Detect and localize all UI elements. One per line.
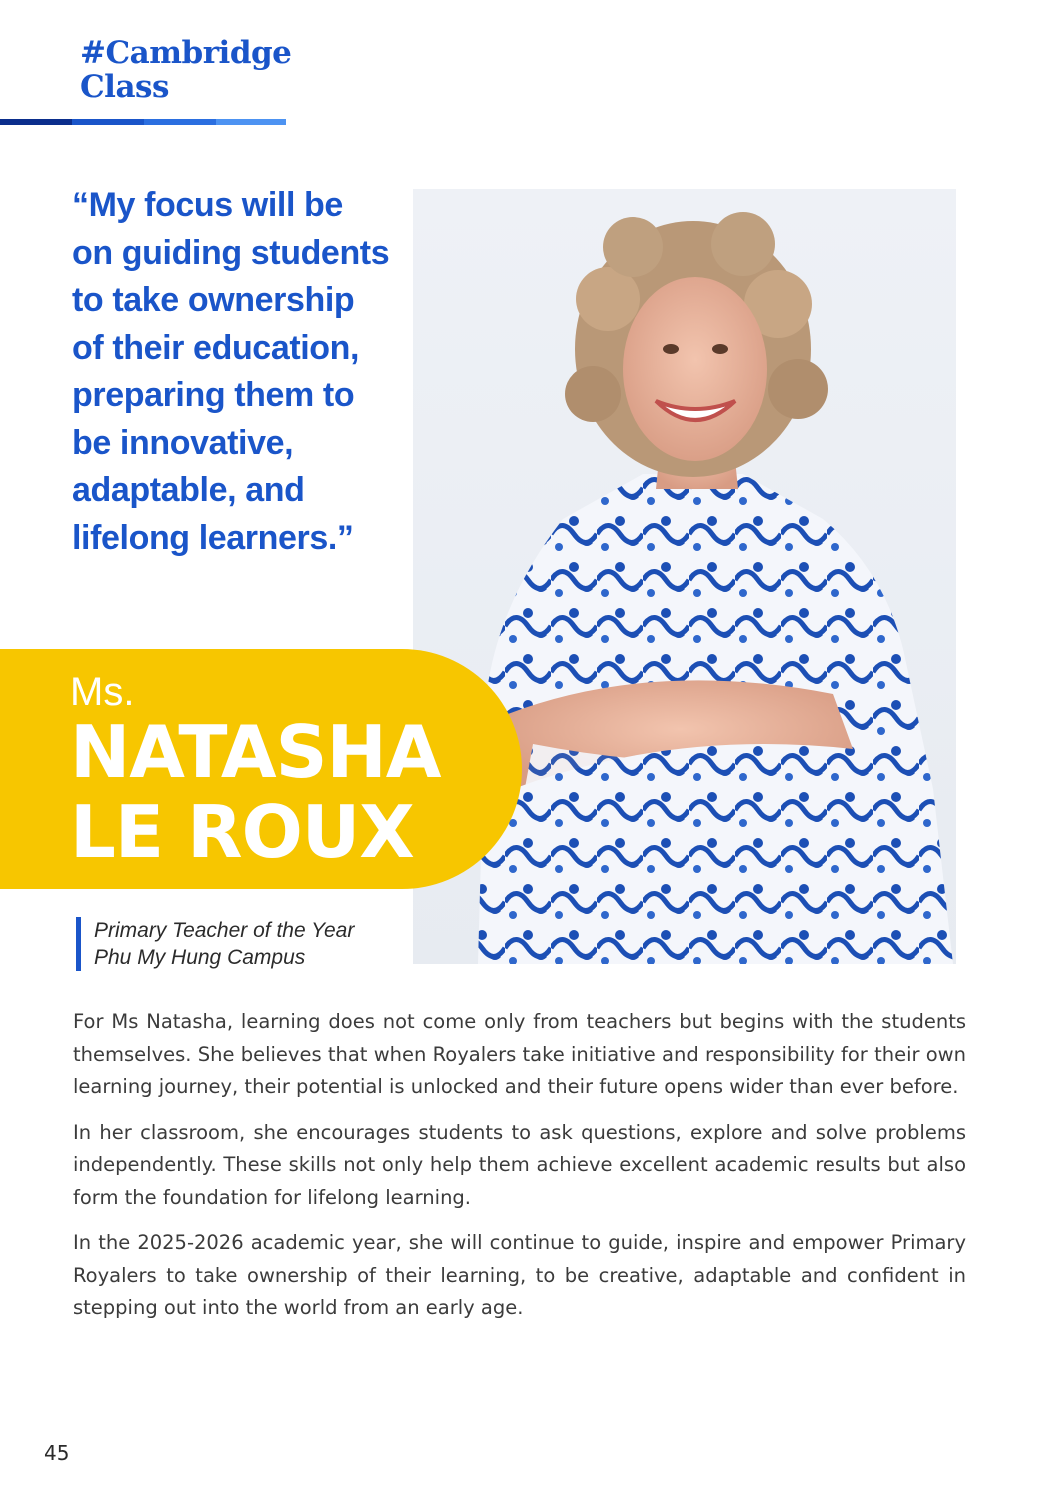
section-tag-line2: Class — [80, 69, 169, 105]
teacher-name — [70, 712, 440, 872]
teacher-portrait-photo — [413, 189, 956, 964]
teacher-name-line1: NATASHA — [70, 710, 441, 794]
section-tag — [80, 36, 291, 104]
quote-line: of their education, — [72, 328, 360, 367]
quote-line: be innovative, — [72, 423, 294, 462]
quote-line: preparing them to — [72, 376, 355, 414]
quote-line: adaptable, and — [72, 471, 305, 509]
teacher-role-caption — [76, 917, 354, 971]
pull-quote — [72, 182, 402, 562]
body-paragraph: In her classroom, she encourages students to ask questions, explore and solve problems independently. These skills not only help them achieve excellent academic results but also form the foundation for lifelong learning. — [73, 1120, 966, 1209]
quote-line: “My focus will be — [72, 186, 343, 224]
teacher-name-line2: LE ROUX — [70, 790, 414, 874]
teacher-honorific: Ms. — [70, 670, 135, 714]
body-paragraph: In the 2025-2026 academic year, she will continue to guide, inspire and empower Primary Royalers to take ownership of their learning, to be creative, adaptable and confident in stepping out into the world from an early age. — [73, 1231, 966, 1319]
page-number: 45 — [44, 1441, 70, 1465]
quote-line: on guiding students — [72, 233, 390, 272]
body-paragraph: For Ms Natasha, learning does not come only from teachers but begins with the students themselves. She believes that when Royalers take initiative and responsibility for their own learning journey, their potential is unlocked and their future opens wider than ever before. — [73, 1010, 966, 1098]
teacher-award: Primary Teacher of the Year — [94, 919, 355, 942]
quote-line: lifelong learners.” — [72, 518, 354, 557]
teacher-campus: Phu My Hung Campus — [94, 946, 306, 969]
section-tag-rule — [0, 119, 286, 125]
article-body — [73, 1006, 966, 1338]
quote-line: to take ownership — [72, 281, 355, 319]
section-tag-line1: #Cambridge — [80, 35, 292, 71]
